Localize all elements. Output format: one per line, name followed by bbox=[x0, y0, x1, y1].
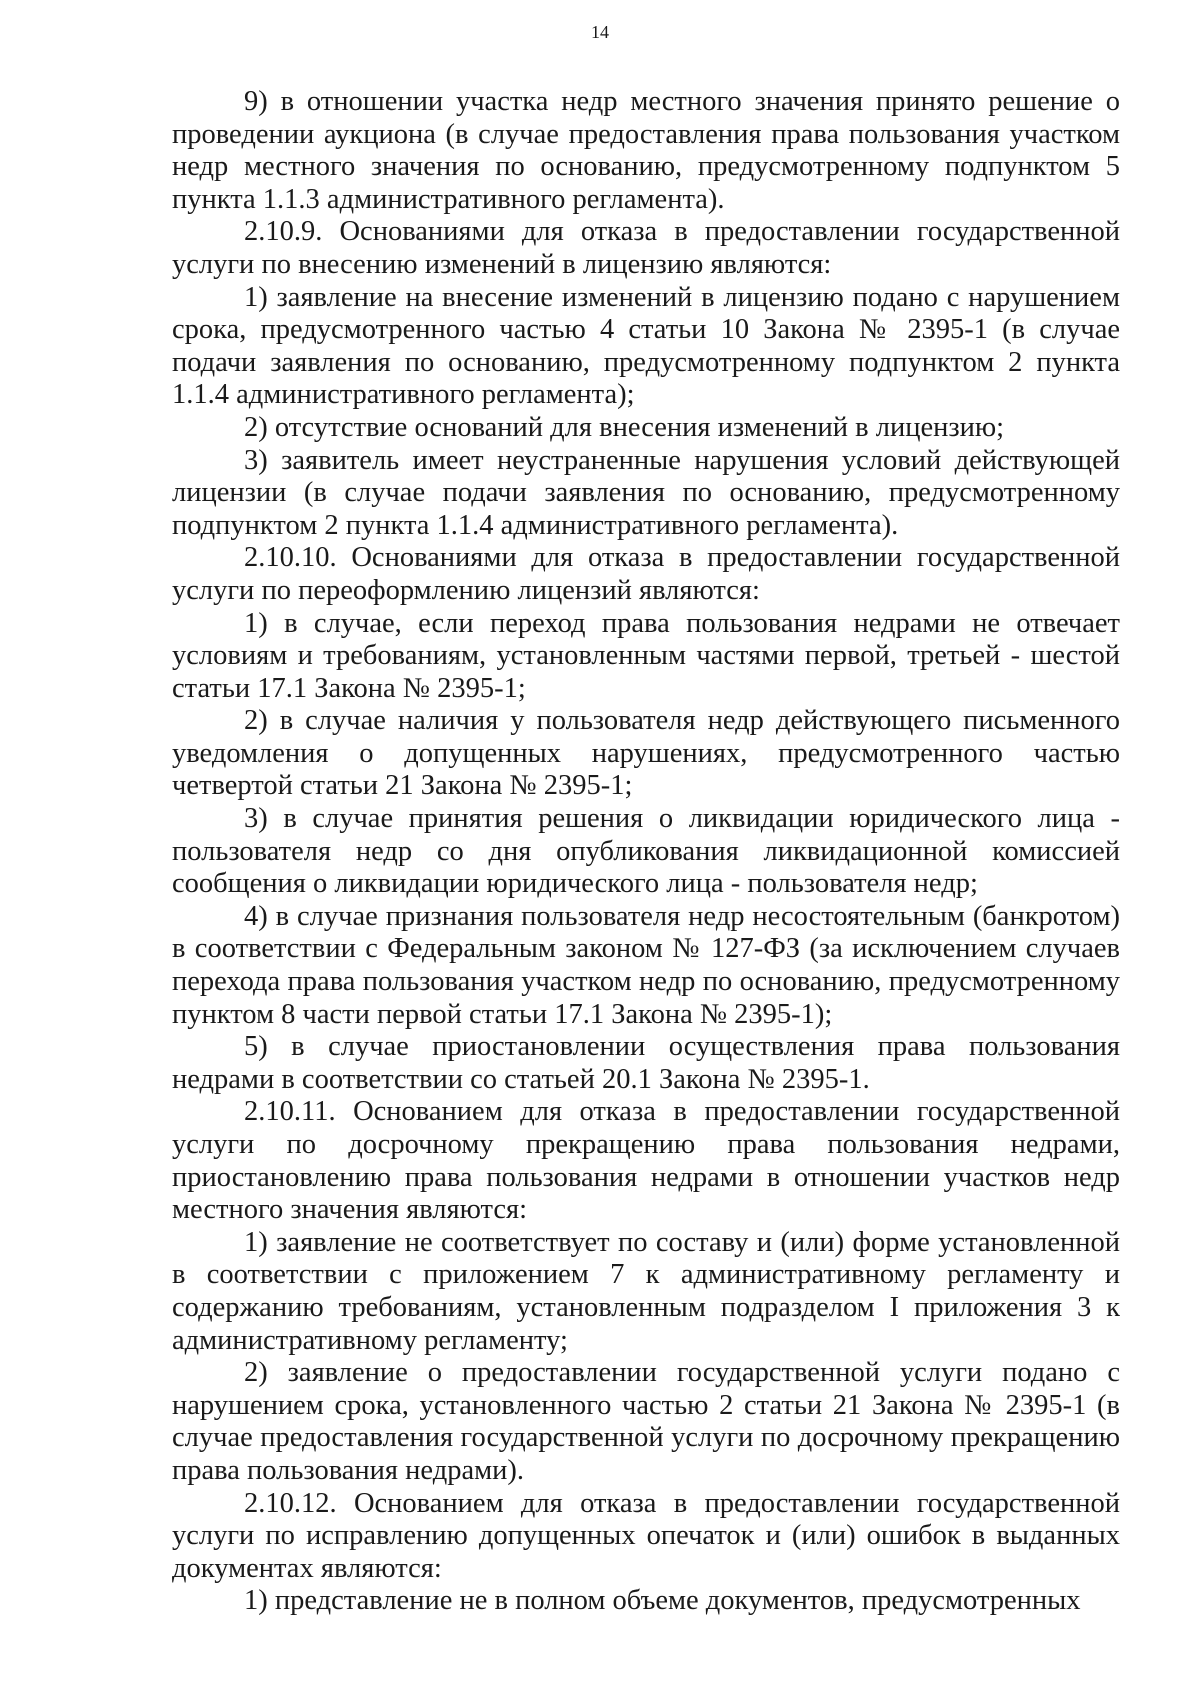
paragraph-2-10-10-item-2: 2) в случае наличия у пользователя недр действующего письменного уведомления о допущенных нарушениях, предусмотренного частью четвертой статьи 21 Закона № 2395-1; bbox=[172, 705, 1120, 802]
paragraph-2-10-9-item-2: 2) отсутствие оснований для внесения изменений в лицензию; bbox=[244, 411, 1005, 443]
paragraph-2-10-10-item-4: 4) в случае признания пользователя недр несостоятельным (банкротом) в соответствии с Федеральным законом № 127-ФЗ (за исключением случаев перехода права пользования участком недр по основанию, предусмотренному пунктом 8 части первой статьи 17.1 Закона № 2395-1); bbox=[172, 900, 1120, 1030]
paragraph-2-10-12-item-1: 1) представление не в полном объеме документов, предусмотренных bbox=[244, 1585, 1081, 1617]
paragraph-2-10-9-item-1: 1) заявление на внесение изменений в лицензию подано с нарушением срока, предусмотренного частью 4 статьи 10 Закона № 2395-1 (в случае подачи заявления по основанию, предусмотренному подпунктом 2 пункта 1.1.4 административного регламента); bbox=[172, 281, 1120, 411]
paragraph-item-9-auction: 9) в отношении участка недр местного значения принято решение о проведении аукциона (в случае предоставления права пользования участком недр местного значения по основанию, предусмотренному подпунктом 5 пункта 1.1.3 административного регламента). bbox=[172, 86, 1120, 215]
section-2-10-9-heading: 2.10.9. Основаниями для отказа в предоставлении государственной услуги по внесению изменений в лицензию являются: bbox=[172, 216, 1120, 280]
paragraph-2-10-10-item-1: 1) в случае, если переход права пользования недрами не отвечает условиям и требованиям, установленным частями первой, третьей - шестой статьи 17.1 Закона № 2395-1; bbox=[172, 607, 1120, 704]
paragraph-2-10-10-item-5: 5) в случае приостановлении осуществления права пользования недрами в соответствии со статьей 20.1 Закона № 2395-1. bbox=[172, 1031, 1120, 1095]
paragraph-2-10-10-item-3: 3) в случае принятия решения о ликвидации юридического лица - пользователя недр со дня опубликования ликвидационной комиссией сообщения о ликвидации юридического лица - пользователя недр; bbox=[172, 803, 1120, 900]
section-2-10-11-heading: 2.10.11. Основанием для отказа в предоставлении государственной услуги по досрочному прекращению права пользования недрами, приостановлению права пользования недрами в отношении участков недр местного значения являются: bbox=[172, 1096, 1120, 1226]
document-body bbox=[172, 86, 1120, 1618]
section-2-10-12-heading: 2.10.12. Основанием для отказа в предоставлении государственной услуги по исправлению допущенных опечаток и (или) ошибок в выданных документах являются: bbox=[172, 1487, 1120, 1584]
page-number: 14 bbox=[591, 22, 609, 42]
paragraph-2-10-9-item-3: 3) заявитель имеет неустраненные нарушения условий действующей лицензии (в случае подачи заявления по основанию, предусмотренному подпунктом 2 пункта 1.1.4 административного регламента). bbox=[172, 444, 1120, 541]
paragraph-2-10-11-item-1: 1) заявление не соответствует по составу и (или) форме установленной в соответствии с приложением 7 к административному регламенту и содержанию требованиям, установленным подразделом I приложения 3 к административному регламенту; bbox=[172, 1226, 1120, 1356]
paragraph-2-10-11-item-2: 2) заявление о предоставлении государственной услуги подано с нарушением срока, установленного частью 2 статьи 21 Закона № 2395-1 (в случае предоставления государственной услуги по досрочному прекращению права пользования недрами). bbox=[172, 1357, 1120, 1486]
section-2-10-10-heading: 2.10.10. Основаниями для отказа в предоставлении государственной услуги по переоформлению лицензий являются: bbox=[172, 542, 1120, 606]
